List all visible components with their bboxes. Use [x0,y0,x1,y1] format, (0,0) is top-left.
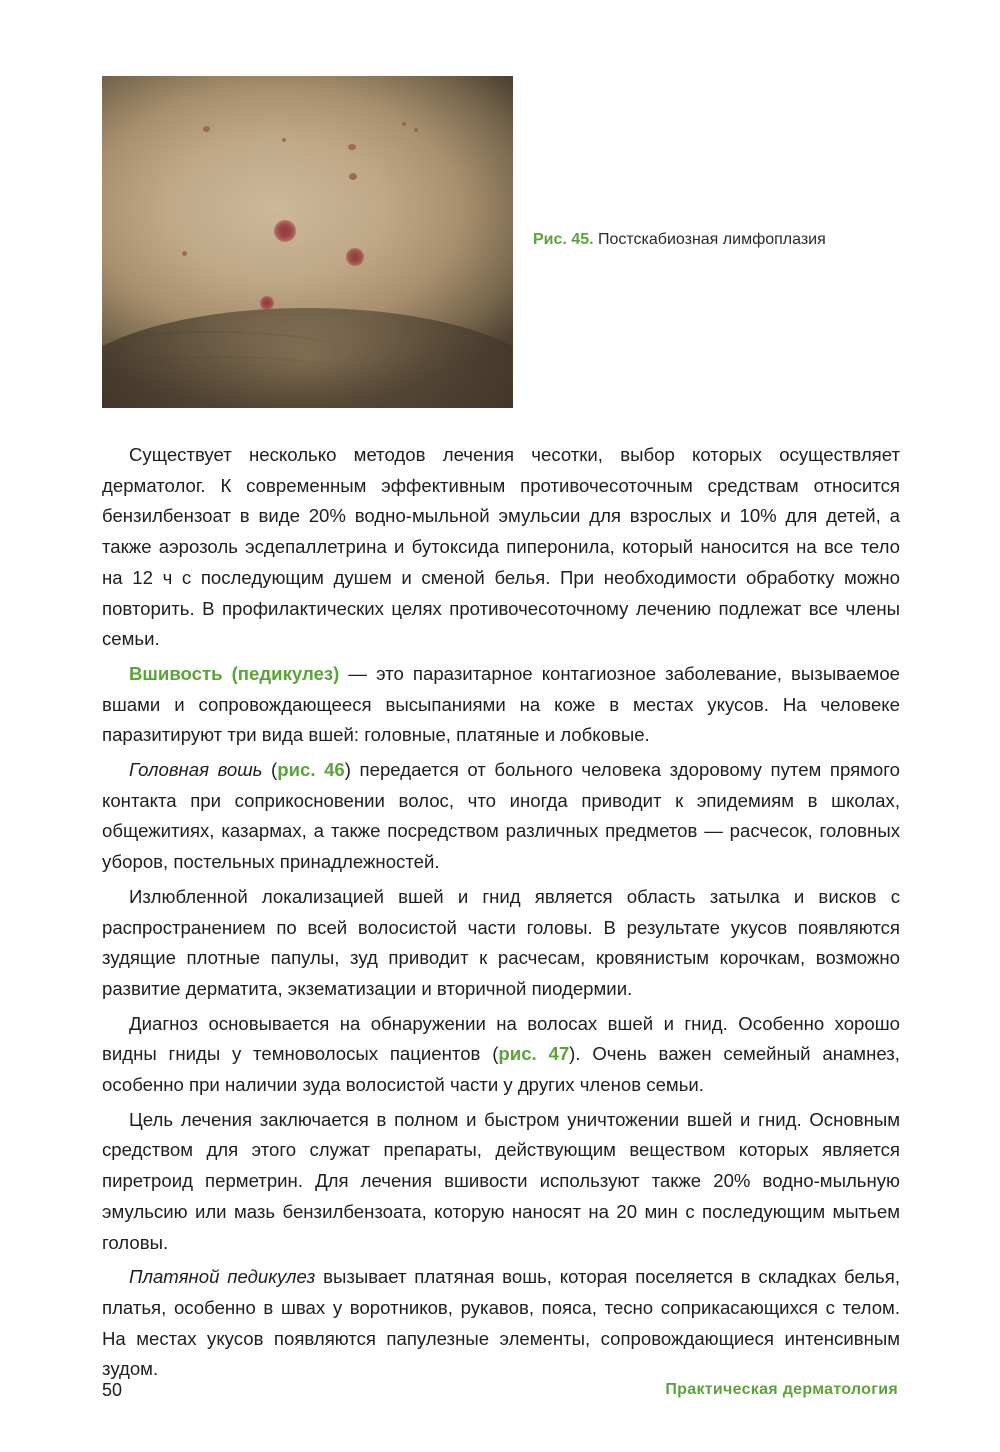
body-text [102,440,900,1389]
paragraph-text: Диагноз основывается на обнаружении на волосах вшей и гнид. Особенно хорошо видны гниды у темноволосых пациентов ( [102,1012,900,1065]
paragraph [102,755,900,878]
paragraph [102,882,900,1005]
photo-shadow [102,308,513,408]
paragraph [102,1009,900,1101]
figure-45-photo [102,76,513,408]
paragraph-text: — это паразитарное контагиозное заболевание, вызываемое вшами и сопровождающееся высыпаниями на коже в местах укусов. На человеке паразитируют три вида вшей: головные, платяные и лобковые. [102,662,900,746]
paragraph [102,1262,900,1385]
spot [348,144,356,150]
paragraph-text: ). Очень важен семейный анамнез, особенно при наличии зуда волосистой части у других членов семьи. [102,1043,900,1096]
lesion [346,248,364,266]
spot [414,128,418,132]
paragraph-text: ( [262,759,278,781]
figure-ref-link[interactable]: рис. 47 [498,1043,570,1065]
lesion [274,220,296,242]
figure-caption [533,231,826,249]
figure-ref-link[interactable]: рис. 46 [277,759,345,781]
spot [203,126,210,132]
italic-term: Головная вошь [129,759,263,781]
spot [282,138,286,142]
paragraph [102,1105,900,1259]
figure-caption-text: Постскабиозная лимфоплазия [593,231,826,248]
term-highlight: Вшивость (педикулез) [129,662,340,684]
paragraph-text: Цель лечения заключается в полном и быстром уничтожении вшей и гнид. Основным средством для этого служат препараты, действующим веществом которых является пиретроид перметрин. Для лечения вшивости используют также 20% водно-мыльную эмульсию или мазь бензилбензоата, которую наносят на 20 мин с последующим мытьем головы. [102,1108,900,1253]
paragraph-text: вызывает платяная вошь, которая поселяется в складках белья, платья, особенно в швах у воротников, рукавов, пояса, тесно соприкасающихся с телом. На местах укусов появляются папулезные элементы, сопровождающиеся интенсивным зудом. [102,1266,900,1380]
lesion [260,296,274,310]
running-footer-title: Практическая дерматология [665,1381,898,1398]
page-number: 50 [102,1380,123,1400]
paragraph [102,659,900,751]
paragraph-text: ) передается от больного человека здоровому путем прямого контакта при соприкосновении волос, что иногда приводит к эпидемиям в школах, общежитиях, казармах, а также посредством различных предметов — расчесок, головных уборов, постельных принадлежностей. [102,759,900,873]
spot [349,173,357,180]
paragraph-text: Излюбленной локализацией вшей и гнид является область затылка и висков с распространением по всей волосистой части головы. В результате укусов появляются зудящие плотные папулы, зуд приводит к расчесам, кровянистым корочкам, возможно развитие дерматита, экзематизации и вторичной пиодермии. [102,885,900,999]
figure-label: Рис. 45. [533,231,594,248]
spot [402,122,406,126]
spot [182,251,187,256]
paragraph [102,440,900,655]
italic-term: Платяной педикулез [129,1266,316,1288]
paragraph-text: Существует несколько методов лечения чесотки, выбор которых осуществляет дерматолог. К современным эффективным противочесоточным средствам относится бензилбензоат в виде 20% водно-мыльной эмульсии для взрослых и 10% для детей, а также аэрозоль эсдепаллетрина и бутоксида пиперонила, который наносится на все тело на 12 ч с последующим душем и сменой белья. При необходимости обработку можно повторить. В профилактических целях противочесоточному лечению подлежат все члены семьи. [102,444,900,650]
